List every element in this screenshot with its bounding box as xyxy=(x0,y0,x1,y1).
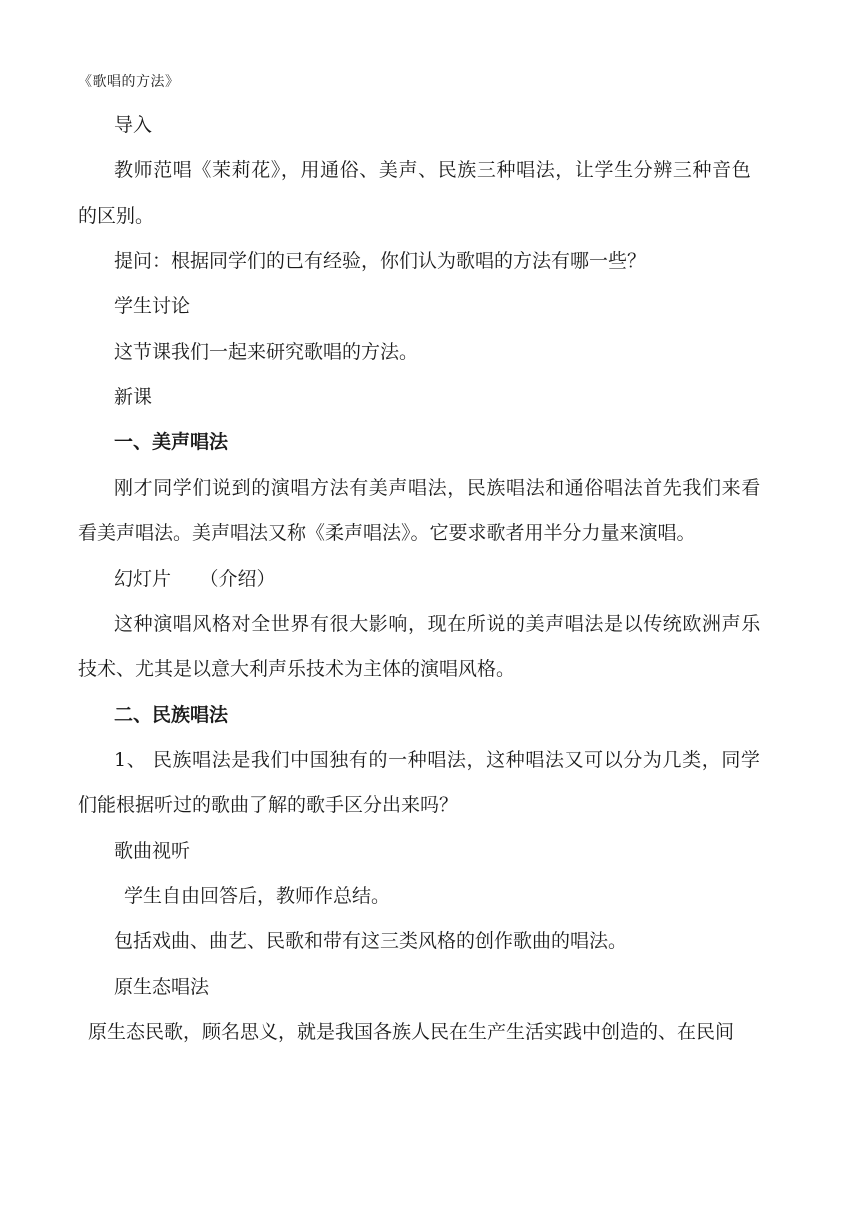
paragraph-song-listening: 歌曲视听 xyxy=(114,840,191,862)
paragraph-original-ecology-heading: 原生态唱法 xyxy=(114,976,210,998)
paragraph-student-discussion: 学生讨论 xyxy=(114,295,191,317)
paragraph-demo-singing-line2: 的区别。 xyxy=(78,205,155,227)
paragraph-influence-line1: 这种演唱风格对全世界有很大影响，现在所说的美声唱法是以传统欧洲声乐 xyxy=(114,613,761,635)
paragraph-original-ecology: 原生态民歌，顾名思义，就是我国各族人民在生产生活实践中创造的、在民间 xyxy=(88,1021,735,1043)
paragraph-demo-singing-line1: 教师范唱《茉莉花》，用通俗、美声、民族三种唱法，让学生分辨三种音色 xyxy=(114,159,752,181)
paragraph-folk-line2: 们能根据听过的歌曲了解的歌手区分出来吗？ xyxy=(78,794,459,816)
document-title: 《歌唱的方法》 xyxy=(78,74,180,90)
paragraph-lesson-intro: 这节课我们一起来研究歌唱的方法。 xyxy=(114,341,419,363)
paragraph-slides: 幻灯片 （介绍） xyxy=(114,568,276,590)
paragraph-question: 提问：根据同学们的已有经验，你们认为歌唱的方法有哪一些？ xyxy=(114,250,647,272)
section-heading-bel-canto: 一、美声唱法 xyxy=(114,431,229,453)
paragraph-includes: 包括戏曲、曲艺、民歌和带有这三类风格的创作歌曲的唱法。 xyxy=(114,930,628,952)
paragraph-influence-line2: 技术、尤其是以意大利声乐技术为主体的演唱风格。 xyxy=(78,658,516,680)
section-heading-folk: 二、民族唱法 xyxy=(114,704,229,726)
intro-heading: 导入 xyxy=(114,114,153,136)
new-lesson-heading: 新课 xyxy=(114,386,153,408)
paragraph-bel-canto-line2: 看美声唱法。美声唱法又称《柔声唱法》。它要求歌者用半分力量来演唱。 xyxy=(78,522,696,544)
paragraph-folk-line1: 1、 民族唱法是我们中国独有的一种唱法，这种唱法又可以分为几类，同学 xyxy=(114,749,761,771)
paragraph-summary: 学生自由回答后，教师作总结。 xyxy=(124,885,391,907)
paragraph-bel-canto-line1: 刚才同学们说到的演唱方法有美声唱法，民族唱法和通俗唱法首先我们来看 xyxy=(114,477,761,499)
